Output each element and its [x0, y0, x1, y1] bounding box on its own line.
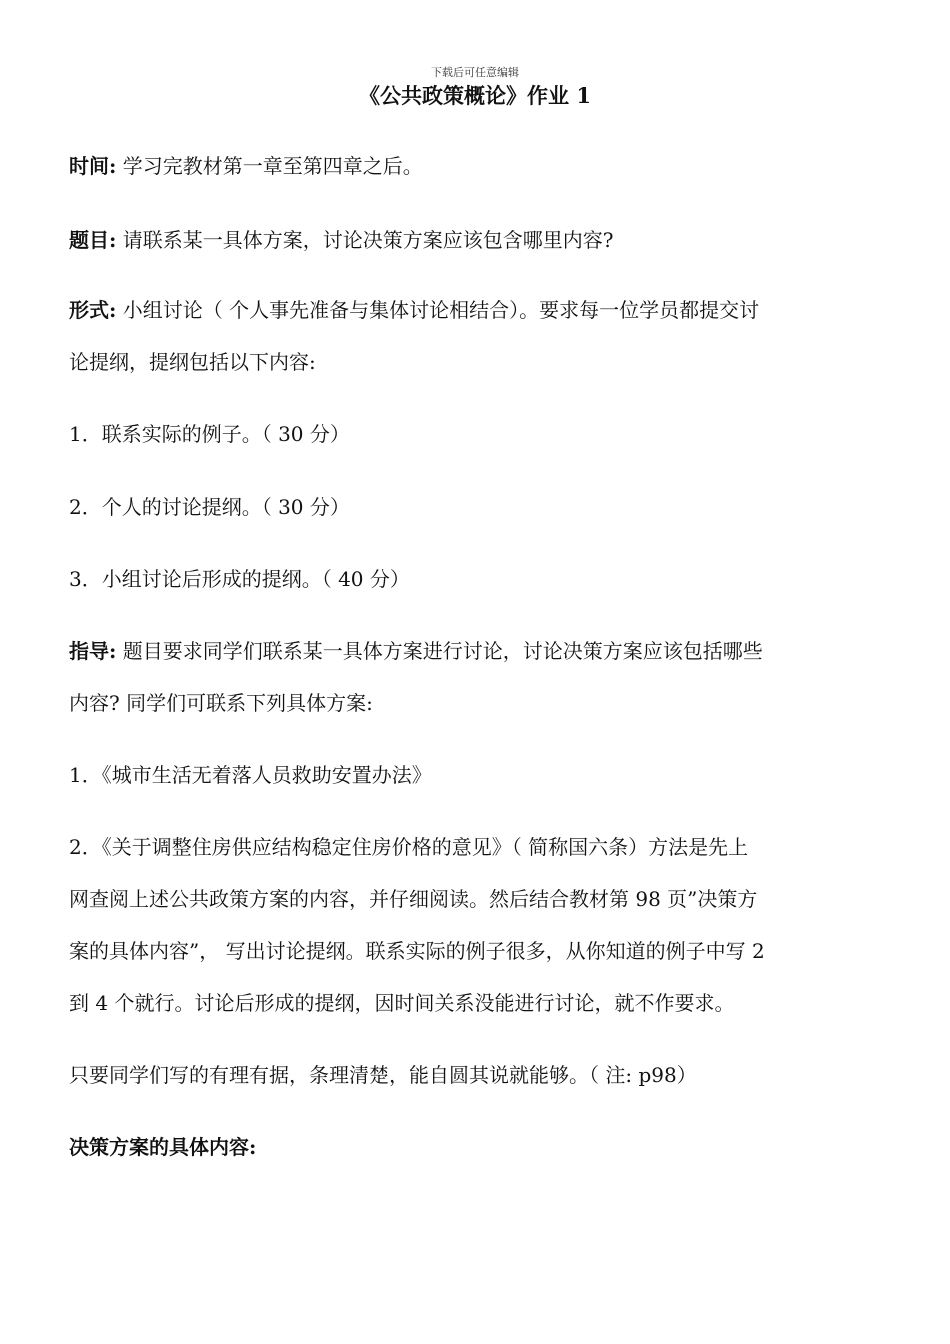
time-text: 学习完教材第一章至第四章之后。 — [122, 154, 423, 178]
form-line-1 — [69, 296, 889, 324]
section-heading: 决策方案的具体内容: — [69, 1135, 257, 1159]
topic-line — [69, 226, 889, 254]
header-note: 下载后可任意编辑 — [431, 66, 519, 79]
requirement-item-1: 1．联系实际的例子。（ 30 分） — [69, 422, 350, 446]
form-text-1: 小组讨论（ 个人事先准备与集体讨论相结合）。要求每一位学员都提交讨 — [122, 298, 760, 322]
plan-item-2-line-2: 网查阅上述公共政策方案的内容，并仔细阅读。然后结合教材第 98 页”决策方 — [69, 887, 758, 911]
plan-item-2-line-3: 案的具体内容”， 写出讨论提纲。联系实际的例子很多，从你知道的例子中写 2 — [69, 939, 765, 963]
closing-note: 只要同学们写的有理有据，条理清楚，能自圆其说就能够。（ 注: p98） — [69, 1063, 697, 1087]
guide-label: 指导: — [69, 639, 117, 663]
requirement-item-2: 2．个人的讨论提纲。（ 30 分） — [69, 495, 350, 519]
page-title: 《公共政策概论》作业 1 — [359, 83, 591, 108]
plan-item-2-line-4: 到 4 个就行。讨论后形成的提纲，因时间关系没能进行讨论，就不作要求。 — [69, 991, 735, 1015]
guide-line-2 — [69, 689, 889, 717]
time-line — [69, 152, 889, 180]
guide-text-2: 内容? 同学们可联系下列具体方案: — [69, 691, 373, 715]
form-text-2: 论提纲，提纲包括以下内容: — [69, 350, 316, 374]
form-label: 形式: — [69, 298, 117, 322]
topic-text: 请联系某一具体方案，讨论决策方案应该包含哪里内容? — [122, 228, 614, 252]
plan-item-1: 1．《城市生活无着落人员救助安置办法》 — [69, 763, 432, 787]
time-label: 时间: — [69, 154, 117, 178]
requirement-item-3: 3．小组讨论后形成的提纲。（ 40 分） — [69, 567, 410, 591]
topic-label: 题目: — [69, 228, 117, 252]
guide-text-1: 题目要求同学们联系某一具体方案进行讨论，讨论决策方案应该包括哪些 — [122, 639, 763, 663]
plan-item-2-line-1: 2．《关于调整住房供应结构稳定住房价格的意见》（ 简称国六条）方法是先上 — [69, 835, 749, 859]
guide-line-1 — [69, 637, 889, 665]
form-line-2 — [69, 348, 889, 376]
